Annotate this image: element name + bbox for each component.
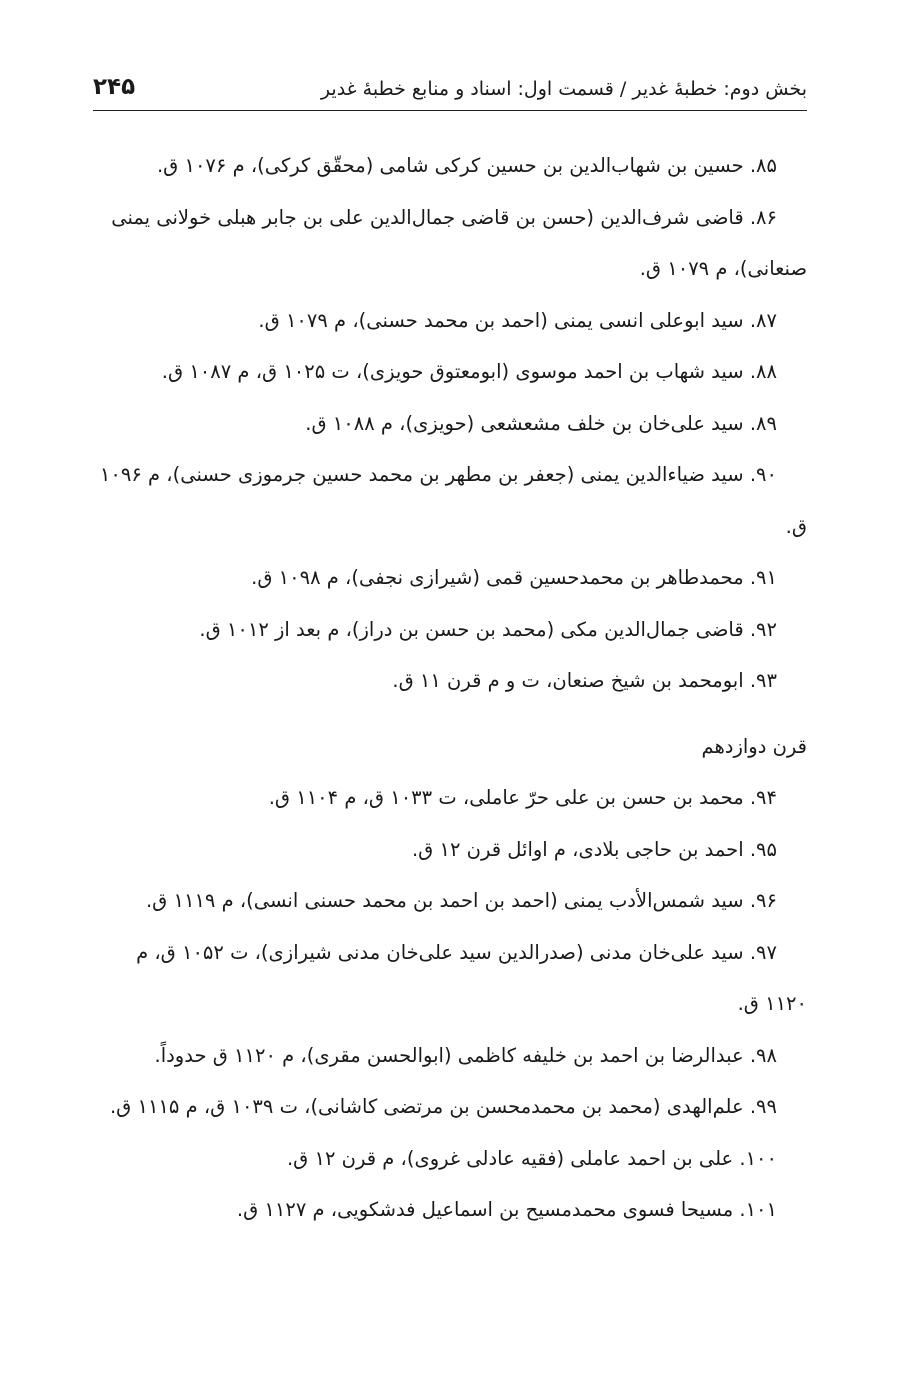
page bbox=[93, 0, 807, 1390]
running-title: بخش دوم: خطبهٔ غدیر / قسمت اول: اسناد و منابع خطبهٔ غدیر bbox=[320, 78, 807, 100]
section-heading: قرن دوازدهم bbox=[701, 734, 807, 758]
running-header bbox=[93, 74, 807, 111]
list-item-86: ۸۶. قاضی شرف‌الدین (حسن بن قاضی جمال‌الدین علی بن جابر هبلی خولانی یمنی صنعانی)، م ۱۰۷۹ ق. bbox=[111, 205, 807, 280]
list-item-94: ۹۴. محمد بن حسن بن علی حرّ عاملی، ت ۱۰۳۳ ق، م ۱۱۰۴ ق. bbox=[268, 786, 777, 809]
list-item-97: ۹۷. سید علی‌خان مدنی (صدرالدین سید علی‌خان مدنی شیرازی)، ت ۱۰۵۲ ق، م ۱۱۲۰ ق. bbox=[136, 940, 807, 1015]
list-item-89: ۸۹. سید علی‌خان بن خلف مشعشعی (حویزی)، م ۱۰۸۸ ق. bbox=[305, 411, 777, 435]
body-text bbox=[93, 140, 807, 1236]
list-item-100: ۱۰۰. علی بن احمد عاملی (فقیه عادلی غروی)، م قرن ۱۲ ق. bbox=[286, 1146, 777, 1170]
list-item-93: ۹۳. ابومحمد بن شیخ صنعان، ت و م قرن ۱۱ ق. bbox=[392, 669, 777, 692]
list-item-99: ۹۹. علم‌الهدی (محمد بن محمدمحسن بن مرتضی کاشانی)، ت ۱۰۳۹ ق، م ۱۱۱۵ ق. bbox=[109, 1095, 777, 1118]
list-item-91: ۹۱. محمدطاهر بن محمدحسین قمی (شیرازی نجفی)، م ۱۰۹۸ ق. bbox=[251, 566, 777, 589]
list-item-88: ۸۸. سید شهاب بن احمد موسوی (ابومعتوق حویزی)، ت ۱۰۲۵ ق، م ۱۰۸۷ ق. bbox=[161, 360, 777, 383]
list-item-87: ۸۷. سید ابوعلی انسی یمنی (احمد بن محمد حسنی)، م ۱۰۷۹ ق. bbox=[258, 308, 777, 332]
page-number: ۲۴۵ bbox=[93, 74, 136, 100]
list-item-92: ۹۲. قاضی جمال‌الدین مکی (محمد بن حسن بن دراز)، م بعد از ۱۰۱۲ ق. bbox=[199, 617, 777, 641]
list-item-98: ۹۸. عبدالرضا بن احمد بن خلیفه کاظمی (ابوالحسن مقری)، م ۱۱۲۰ ق حدوداً. bbox=[154, 1043, 777, 1067]
list-item-95: ۹۵. احمد بن حاجی بلادی، م اوائل قرن ۱۲ ق. bbox=[411, 837, 777, 861]
list-item-85: ۸۵. حسین بن شهاب‌الدین بن حسین کرکی شامی (محقّق کرکی)، م ۱۰۷۶ ق. bbox=[156, 154, 777, 177]
list-item-101: ۱۰۱. مسیحا فسوی محمدمسیح بن اسماعیل فدشکویی، م ۱۱۲۷ ق. bbox=[236, 1198, 777, 1221]
list-item-96: ۹۶. سید شمس‌الأدب یمنی (احمد بن احمد بن محمد حسنی انسی)، م ۱۱۱۹ ق. bbox=[145, 889, 777, 912]
list-item-90: ۹۰. سید ضیاءالدین یمنی (جعفر بن مطهر بن محمد حسین جرموزی حسنی)، م ۱۰۹۶ ق. bbox=[99, 463, 807, 538]
